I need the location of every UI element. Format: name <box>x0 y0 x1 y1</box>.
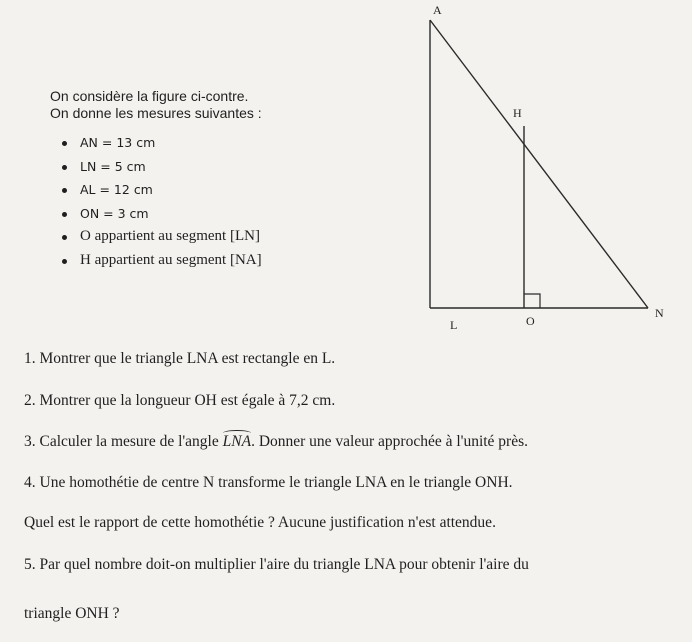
question-4-followup: Quel est le rapport de cette homothétie ? Aucune justification n'est attendue. <box>24 514 496 531</box>
angle-lna: LNA <box>222 433 252 450</box>
segment-an <box>430 20 648 308</box>
right-angle-marker <box>524 294 540 308</box>
question-5-line-1: 5. Par quel nombre doit-on multiplier l'aire du triangle LNA pour obtenir l'aire du <box>24 556 529 573</box>
given-o-on-ln: O appartient au segment [LN] <box>62 228 262 252</box>
given-ln: LN = 5 cm <box>62 158 262 182</box>
intro-line-2: On donne les mesures suivantes : <box>50 105 262 121</box>
given-an: AN = 13 cm <box>62 134 262 158</box>
question-1: 1. Montrer que le triangle LNA est rectangle en L. <box>24 350 336 367</box>
intro-line-1: On considère la figure ci-contre. <box>50 88 249 104</box>
given-h-on-na: H appartient au segment [NA] <box>62 252 262 276</box>
label-a: A <box>433 3 442 17</box>
question-5-line-2: triangle ONH ? <box>24 605 120 622</box>
question-3: 3. Calculer la mesure de l'angle LNA. Donner une valeur approchée à l'unité près. <box>24 433 529 450</box>
question-4: 4. Une homothétie de centre N transforme le triangle LNA en le triangle ONH. <box>24 474 513 491</box>
label-h: H <box>513 106 522 120</box>
label-l: L <box>450 318 458 332</box>
label-o: O <box>526 314 535 328</box>
question-2: 2. Montrer que la longueur OH est égale à 7,2 cm. <box>24 392 336 409</box>
label-n: N <box>655 306 664 320</box>
given-on: ON = 3 cm <box>62 205 262 229</box>
given-al: AL = 12 cm <box>62 181 262 205</box>
